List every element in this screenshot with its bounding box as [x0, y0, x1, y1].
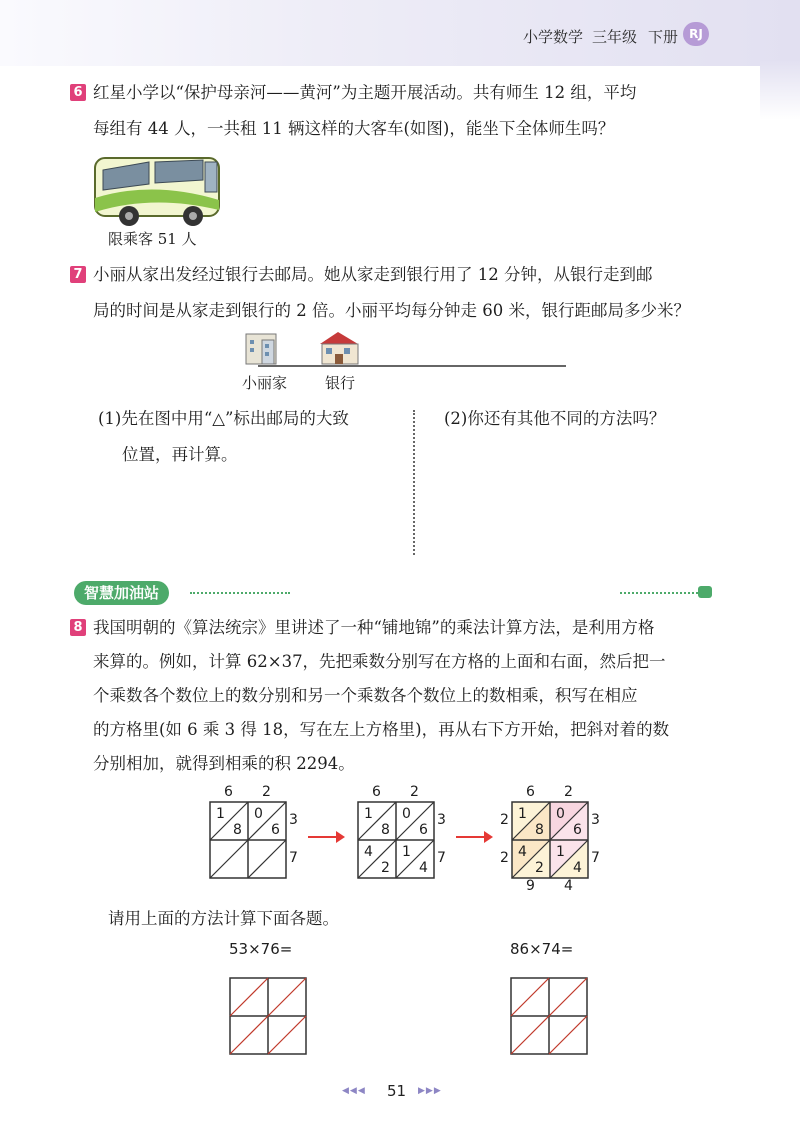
tag-dotted-line-left: [190, 592, 290, 594]
g3-cell-tr-upper: 0: [556, 806, 565, 822]
g3-right-tens: 3: [591, 812, 600, 828]
g1-cell-tr-upper: 0: [254, 806, 263, 822]
q8-line-2: 来算的。例如，计算 62×37，先把乘数分别写在方格的上面和右面，然后把一: [93, 652, 666, 671]
home-building-icon: [246, 334, 276, 364]
bank-label: 银行: [325, 374, 356, 392]
arrow-right-icon-2: [456, 830, 494, 844]
g2-cell-br-lower: 4: [419, 860, 428, 876]
g3-top-ones: 2: [564, 784, 573, 800]
g1-cell-tl-lower: 8: [233, 822, 242, 838]
g3-cell-tl-upper: 1: [518, 806, 527, 822]
q6-line-2: 每组有 44 人，一共租 11 辆这样的大客车(如图)，能坐下全体师生吗？: [93, 119, 615, 138]
g1-top-ones: 2: [262, 784, 271, 800]
g1-cell-tr-lower: 6: [271, 822, 280, 838]
g1-right-tens: 3: [289, 812, 298, 828]
home-label: 小丽家: [242, 374, 288, 392]
header-decoration: [760, 60, 800, 120]
header-band: [0, 0, 800, 66]
question-number-8: 8: [70, 619, 86, 636]
bank-building-icon: [320, 332, 358, 364]
g2-cell-bl-upper: 4: [364, 844, 373, 860]
grade-label: 三年级: [592, 28, 638, 46]
practice-instruction: 请用上面的方法计算下面各题。: [108, 909, 339, 928]
g3-cell-bl-lower: 2: [535, 860, 544, 876]
g2-cell-tl-upper: 1: [364, 806, 373, 822]
q7-sub2: (2)你还有其他不同的方法吗？: [444, 409, 666, 428]
g3-bottom-tens: 9: [526, 878, 535, 894]
q7-line-1: 小丽从家出发经过银行去邮局。她从家走到银行用了 12 分钟，从银行走到邮: [93, 265, 653, 284]
g2-cell-tl-lower: 8: [381, 822, 390, 838]
g1-right-ones: 7: [289, 850, 298, 866]
g2-cell-br-upper: 1: [402, 844, 411, 860]
g1-top-tens: 6: [224, 784, 233, 800]
question-number-6: 6: [70, 84, 86, 101]
g1-cell-tl-upper: 1: [216, 806, 225, 822]
g3-cell-br-lower: 4: [573, 860, 582, 876]
problem-2-expression: 86×74=: [510, 940, 574, 958]
g3-cell-br-upper: 1: [556, 844, 565, 860]
pager-left-arrows: ◀◀◀: [342, 1086, 366, 1096]
edition-badge: RJ: [683, 22, 709, 46]
page-number: 51: [387, 1082, 407, 1100]
g3-right-ones: 7: [591, 850, 600, 866]
g3-cell-tl-lower: 8: [535, 822, 544, 838]
g2-right-ones: 7: [437, 850, 446, 866]
route-diagram: [240, 326, 580, 376]
q6-line-1: 红星小学以“保护母亲河——黄河”为主题开展活动。共有师生 12 组，平均: [93, 83, 637, 102]
g3-left-hundreds: 2: [500, 850, 509, 866]
q8-line-1: 我国明朝的《算法统宗》里讲述了一种“铺地锦”的乘法计算方法，是利用方格: [93, 618, 655, 637]
g2-top-tens: 6: [372, 784, 381, 800]
bus-illustration: [93, 150, 223, 230]
q7-sub1-line-2: 位置，再计算。: [122, 445, 238, 464]
book-title: 小学数学: [523, 28, 584, 46]
pager-right-arrows: ▶▶▶: [418, 1086, 442, 1096]
pencil-icon: [698, 586, 712, 598]
g2-top-ones: 2: [410, 784, 419, 800]
g3-bottom-ones: 4: [564, 878, 573, 894]
section-tag: 智慧加油站: [74, 581, 169, 605]
g3-cell-bl-upper: 4: [518, 844, 527, 860]
g2-cell-tr-upper: 0: [402, 806, 411, 822]
q7-line-2: 局的时间是从家走到银行的 2 倍。小丽平均每分钟走 60 米，银行距邮局多少米？: [93, 301, 690, 320]
q8-line-3: 个乘数各个数位上的数分别和另一个乘数各个数位上的数相乘，积写在相应: [93, 686, 638, 705]
g2-right-tens: 3: [437, 812, 446, 828]
bus-capacity-label: 限乘客 51 人: [108, 230, 197, 248]
question-number-7: 7: [70, 266, 86, 283]
practice-grid-1[interactable]: [228, 976, 308, 1056]
problem-1-expression: 53×76=: [229, 940, 293, 958]
g3-top-tens: 6: [526, 784, 535, 800]
practice-grid-2[interactable]: [509, 976, 589, 1056]
g2-cell-tr-lower: 6: [419, 822, 428, 838]
q8-line-5: 分别相加，就得到相乘的积 2294。: [93, 754, 355, 773]
g3-left-thousands: 2: [500, 812, 509, 828]
arrow-right-icon: [308, 830, 346, 844]
q7-sub1-line-1: (1)先在图中用“△”标出邮局的大致: [98, 409, 349, 428]
q8-line-4: 的方格里(如 6 乘 3 得 18，写在左上方格里)，再从右下方开始，把斜对着的数: [93, 720, 670, 739]
column-divider: [413, 410, 415, 555]
volume-label: 下册: [648, 28, 679, 46]
tag-dotted-line-right: [620, 592, 698, 594]
g2-cell-bl-lower: 2: [381, 860, 390, 876]
g3-cell-tr-lower: 6: [573, 822, 582, 838]
